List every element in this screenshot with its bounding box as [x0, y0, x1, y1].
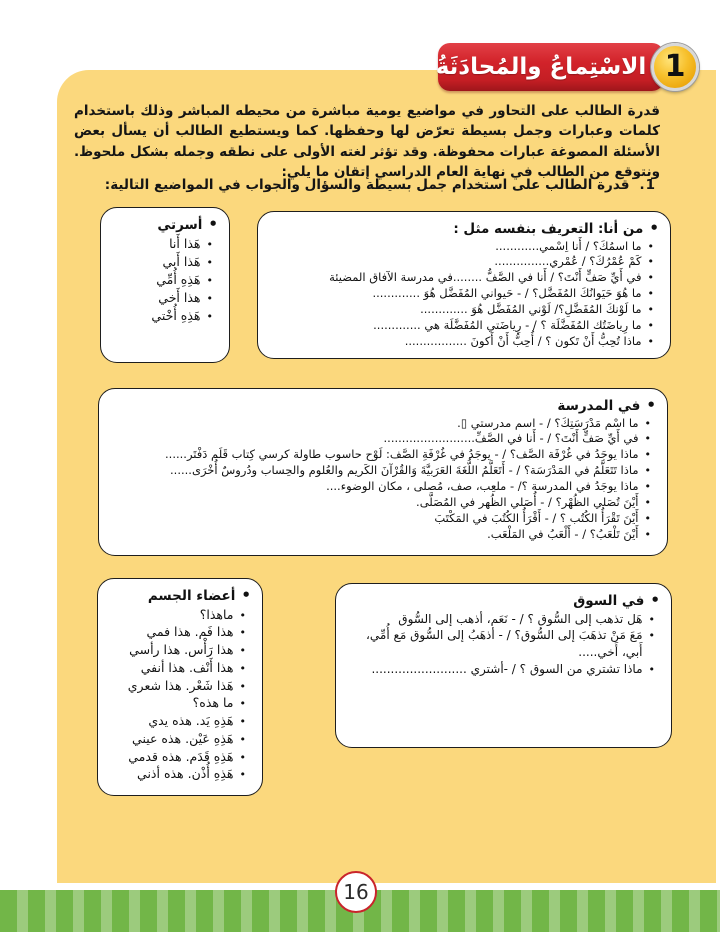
topic-item [266, 270, 659, 286]
bullet-icon: • [239, 697, 246, 711]
bullet-icon: • [647, 287, 654, 301]
topic-item [107, 416, 656, 432]
section-number: 1 [664, 49, 686, 84]
bullet-icon: • [647, 271, 654, 285]
topic-item-text: ما اسْم مَدْرَسَتِكَ؟ / - اسم مدرستي ▯. [457, 415, 639, 430]
topic-item-text: ما هذه؟ [192, 695, 234, 711]
bullet-icon: • [239, 768, 246, 782]
topic-item [107, 479, 656, 495]
bullet-icon: • [644, 416, 651, 430]
topic-item-text: هَذِهِ أُخْتي [151, 308, 201, 323]
topic-item-text: هَذِهِ أُذْن. هذه أذني [137, 766, 234, 782]
topic-item-text: ماذا يوجَدُ في المدرسة ؟/ - ملعِب، صف، مُصلى ، مكان الوضوء.... [326, 479, 639, 494]
topic-item-text: أَيْنَ تَقْرَأُ الكُتُب ؟ / - أَقْرَأُ الكُتُبَ في المَكْتَبَ [434, 511, 639, 526]
topic-item-text: ماذا يوجَدُ في غُرْفَة الصَّف؟ / - يوجَدُ في غُرْفَةِ الصَّف: لَوْح حاسوب طاولة كرسي كِتاب قَلَم دَفْتَر...... [165, 447, 639, 462]
list-number: 1. [639, 177, 656, 193]
bullet-icon: • [206, 237, 213, 251]
topic-item-text: هذا رَأْس. هذا رأسي [129, 642, 234, 657]
topic-title: في السوق [573, 593, 645, 609]
topic-title-row [109, 215, 218, 235]
bullet-icon: • [239, 679, 246, 693]
topic-item [107, 511, 656, 527]
bullet-icon: • [650, 591, 660, 609]
topic-item-text: ما لَوْنكَ المُفَضَّلِ؟/ لَوْني المُفَضَّل هُوَ ............. [420, 302, 642, 317]
topic-box-who-am-i [257, 211, 671, 359]
bullet-icon: • [644, 480, 651, 494]
bullet-icon: • [239, 732, 246, 746]
topic-item-text: هذا أَخي [158, 289, 201, 305]
topic-item [109, 253, 218, 271]
topic-item [106, 606, 251, 624]
bullet-icon: • [206, 310, 213, 323]
topic-box-my-family [100, 207, 230, 363]
section-header-ribbon [435, 43, 664, 91]
topic-item-text: هَذِهِ يَد. هذه يدي [148, 713, 234, 728]
intro-paragraph: قدرة الطالب على التحاور في مواضيع يومية مباشرة من محيطه المباشر وذلك باستخدام كلمات وعبارات وجمل بسيطة تعرّض لها وحفظها. كما ويستطيع الطالب أن يسأل بعض الأسئلة المصوغة عبارات محفوظة. وقد تؤثر لغته الأولى على نطقه وجمله بشكل ملحوظ. ونتوقع من الطالب في نهاية العام الدراسي إتقان ما يلي: [74, 103, 660, 180]
bullet-icon: • [239, 608, 246, 622]
bullet-icon: • [644, 496, 651, 510]
topic-item-text: ما رِياضَتُك المُفَضَّلَة ؟ / - رِياضَتي المُفَضَّلَة هي ............. [373, 318, 642, 333]
topic-title: أعضاء الجسم [147, 588, 236, 604]
topic-item-text: هَذِهِ أُمِّي [156, 271, 201, 287]
topic-item [106, 659, 251, 677]
bullet-icon: • [239, 750, 246, 764]
topic-item-text: هذا أَنْف. هذا أنفي [140, 659, 234, 675]
bullet-icon: • [647, 303, 654, 317]
topic-item-text: ما اسمُكَ؟ / أَنا اِسْمي............ [495, 238, 642, 253]
topic-box-at-school [98, 388, 668, 556]
topic-item-text: أَيْنَ تَلْعَبُ؟ / - أَلْعَبُ في المَلْعَب. [487, 527, 639, 542]
bullet-icon: • [206, 255, 213, 269]
topic-item-text: كَمْ عُمْرُكَ؟ / عُمْري............... [494, 254, 642, 269]
topic-item [266, 334, 659, 350]
topic-item [266, 254, 659, 270]
topic-title-row [107, 396, 656, 416]
topic-item-text: هَذا أَنا [169, 235, 201, 251]
topic-item-list [107, 416, 656, 544]
topic-item [106, 641, 251, 659]
bullet-icon: • [239, 644, 246, 657]
bullet-icon: • [646, 396, 656, 414]
bullet-icon: • [644, 432, 651, 446]
bullet-icon: • [644, 464, 651, 478]
topic-item [106, 748, 251, 766]
topic-item-text: ماذا تشتري من السوق ؟ / -أشتري ......................... [371, 661, 643, 676]
topic-title-row [106, 586, 251, 606]
topic-item [106, 623, 251, 641]
topic-item-text: في أَيِّ صَفٍّ أَنْتَ؟ / - أَنا في الصَّفِّ......................... [383, 431, 639, 446]
bullet-icon: • [239, 661, 246, 675]
topic-item [107, 495, 656, 511]
topic-item-text: هذا فَم. هذا فمي [146, 624, 234, 640]
topic-item-list [109, 235, 218, 326]
topic-item-text: هَذا شَعْر. هذا شعري [127, 677, 234, 693]
topic-item-text: هَذا أَبي [162, 253, 201, 269]
topic-item-list [106, 606, 251, 784]
topic-item [109, 271, 218, 289]
bullet-icon: • [239, 626, 246, 640]
topic-item [106, 677, 251, 695]
topic-item-text: ماهذا؟ [199, 606, 234, 622]
topic-item-text: في أَيِّ صَفٍّ أَنْتَ؟ / أَنا في الصَّفُّ ........في مدرسة الآفاق المضيئة [329, 270, 642, 285]
topic-item [106, 730, 251, 748]
bullet-icon: • [648, 629, 655, 643]
bullet-icon: • [206, 273, 213, 287]
topic-item [344, 661, 660, 678]
numbered-objective [90, 177, 656, 193]
topic-item [266, 302, 659, 318]
topic-item-list [266, 239, 659, 351]
bullet-icon: • [649, 219, 659, 237]
topic-item [266, 239, 659, 255]
topic-item [109, 289, 218, 307]
topic-item-text: مَعَ مَنْ تذهَبَ إلى السُّوق؟ / - أذهَبُ إلى السُّوق مَع أُمِّي، أَبي، أَخي..... [366, 628, 643, 660]
bullet-icon: • [648, 612, 655, 626]
topic-item-text: ما هُوَ حَيَوانُكَ المُفَضَّل؟ / - حَيواني المُفَضَّل هُوَ ............. [372, 286, 642, 301]
topic-item [266, 318, 659, 334]
topic-item-text: هَذِهِ عَيْن. هذه عيني [132, 730, 234, 746]
topic-item-text: هَل تذهب إلى السُّوق ؟ / - نَعَم، أذهب إلى السُّوق [398, 611, 643, 626]
topic-box-body-parts [97, 578, 263, 796]
bullet-icon: • [647, 239, 654, 253]
page-number: 16 [335, 871, 377, 913]
bullet-icon: • [206, 291, 213, 305]
bullet-icon: • [647, 335, 654, 349]
topic-item [106, 694, 251, 712]
topic-title: في المدرسة [557, 398, 641, 414]
topic-item [266, 286, 659, 302]
topic-title-row [344, 591, 660, 611]
topic-title: من أنا: التعريف بنفسه مثل : [453, 221, 644, 237]
topic-item [107, 463, 656, 479]
topic-item-text: هَذِهِ قَدَم. هذه قدمي [128, 748, 234, 764]
section-number-badge [651, 43, 699, 91]
bullet-icon: • [648, 662, 655, 676]
topic-item-list [344, 611, 660, 678]
objective-text: قدرة الطالب على استخدام جمل بسيطة والسؤال والجواب في المواضيع التالية: [104, 177, 630, 193]
bullet-icon: • [644, 448, 651, 462]
topic-box-at-market [335, 583, 672, 748]
topic-item [344, 611, 660, 628]
topic-item-text: ماذا تَتَعَلَّمُ في المَدْرَسَة؟ / - أَتَعَلَّمُ اللُّغَةَ العَرَبيَّةَ وَالقُرْآنَ الكَريم والعُلوم والحِساب ودُروسٌ أُخْرَى...... [170, 463, 639, 478]
topic-title-row [266, 219, 659, 239]
topic-item [109, 235, 218, 253]
bullet-icon: • [644, 512, 651, 526]
topic-item [106, 712, 251, 730]
section-title: الاسْتِماعُ والمُحادَثَةُ [435, 54, 647, 80]
topic-item-text: أَيْنَ تُصَلي الظُهْر؟ / - أُصَلي الظُهر في المُصَلَّى. [416, 495, 639, 510]
bullet-icon: • [239, 715, 246, 728]
bullet-icon: • [241, 586, 251, 604]
bullet-icon: • [647, 255, 654, 269]
bullet-icon: • [647, 319, 654, 333]
topic-item [107, 527, 656, 543]
topic-item [344, 627, 660, 661]
bullet-icon: • [644, 528, 651, 542]
topic-item-text: ماذا تُحِبُّ أَنْ تَكون ؟ / أُحِبُّ أَنْ أَكونَ ................. [404, 334, 642, 349]
topic-item [106, 765, 251, 783]
topic-item [109, 307, 218, 325]
topic-title: أسرتي [157, 217, 203, 233]
bullet-icon: • [208, 215, 218, 233]
topic-item [107, 431, 656, 447]
topic-item [107, 447, 656, 463]
